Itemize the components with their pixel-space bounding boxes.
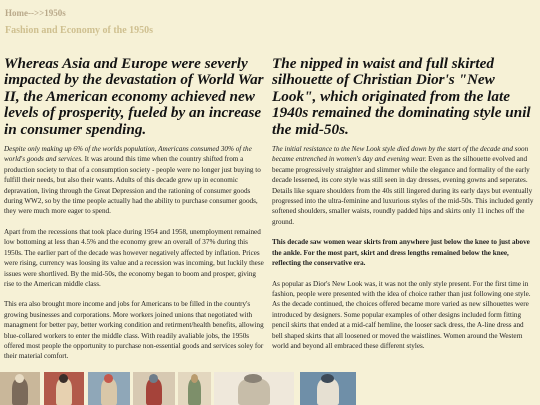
photo-highlight — [191, 374, 198, 383]
fashion-paragraph-1 — [272, 144, 534, 227]
economy-intro-italic: Despite only making up 6% of the worlds population, Americans consumed 30% of the world's goods and services. — [4, 145, 252, 164]
economy-paragraph-1 — [4, 144, 266, 217]
fashion-photo-3[interactable] — [88, 372, 130, 405]
fashion-photo-5[interactable] — [178, 372, 211, 405]
photo-gallery — [0, 372, 540, 405]
fashion-photo-2[interactable] — [44, 372, 84, 405]
photo-highlight — [59, 374, 68, 383]
economy-paragraph-1-text: It was around this time when the country shifted from a production society to that of a consumption society - people were no longer just buying to fulfill their needs, but also their wants. Adults of this decade grew up in economic depravation, living through the Great Depression and the rationing of consumer goods during WW2, so by the time people actually had the ability to purchase consumer goods, they were much more eager to spend. — [4, 155, 261, 216]
economy-paragraph-2: Apart from the recessions that took place during 1954 and 1958, unemployment remained low bottoming at less than 4.5% and the economy grew an overall of 37% during this 1950s. The earlier part of the decade was however negatively affected by inflation. Prices were rising, currency was loosing its value and a recession was incoming, but luckily these issues were shortlived. By the mid-50s, the economy began to boom and prosper, giving rise to the American middle class. — [4, 227, 264, 288]
photo-highlight — [244, 374, 262, 383]
fashion-photo-4[interactable] — [133, 372, 175, 405]
left-column — [4, 56, 266, 362]
photo-highlight — [321, 374, 333, 383]
fashion-paragraph-1-text: Even as the silhouette evolved and became progressively straighter and slimmer while the elegance and formality of the early decade lessened, its core style was still seen in day dresses, evening gowns and seperates. Details like square shoulders from the 40s still lingered during its early days but eventually progressed into the ultra-feminine and luxurious styles of the mid-50s. This included gently softened shoulders, smaller waists, roundly padded hips and skirts only 11 inches off the ground. — [272, 155, 534, 226]
photo-highlight — [15, 374, 24, 383]
fashion-photo-1[interactable] — [0, 372, 40, 405]
right-column — [272, 56, 534, 351]
breadcrumb[interactable]: Home-->>1950s — [5, 8, 66, 18]
economy-paragraph-3: This era also brought more income and jobs for Americans to be filled in the country's growing businesses and corporations. More workers joined unions that negotiated with managment for better pay, better working condition and retirment/health benefits, allowing blue-collared workers to enter the middle class. With readily avaliable jobs, the 1950s offered most people the opportunity to purchase non-essential goods and services soley for their material comfort. — [4, 300, 264, 361]
fashion-intro-italic: The initial resistance to the New Look style died down by the start of the decade and soon became entrenched in women's day and evening wear. — [272, 145, 529, 164]
fashion-paragraph-3: As popular as Dior's New Look was, it was not the only style present. For the first time in fashion, people were presented with the idea of choice rather than just following one style. As the decade continued, the choices offered became more varied as new silhouettes were introduced by designers. Some popular examples of other designs included form fitting pencil skirts that ended at a mid-calf hemline, the looser sack dress, the A-line dress and bell shaped skirts that all loosened or moved the waistlines. Women around the Western world and beyond all embraced these different styles. — [272, 279, 531, 350]
fashion-photo-7[interactable] — [300, 372, 356, 405]
fashion-photo-6[interactable] — [214, 372, 294, 405]
page-subtitle: Fashion and Economy of the 1950s — [5, 25, 154, 36]
economy-headline: Whereas Asia and Europe were severly impacted by the devastation of World War II, the American economy achieved new levels of prosperity, fueled by an increase in consumer spending. — [4, 55, 264, 138]
fashion-headline: The nipped in waist and full skirted silhouette of Christian Dior's "New Look", which originated from the late 1940s remained the dominating style unil the mid-50s. — [272, 55, 531, 138]
fashion-paragraph-2: This decade saw women wear skirts from anywhere just below the knee to just above the ankle. For the most part, skirt and dress lengths remained below the knee, reflecting the conservative era. — [272, 238, 530, 268]
